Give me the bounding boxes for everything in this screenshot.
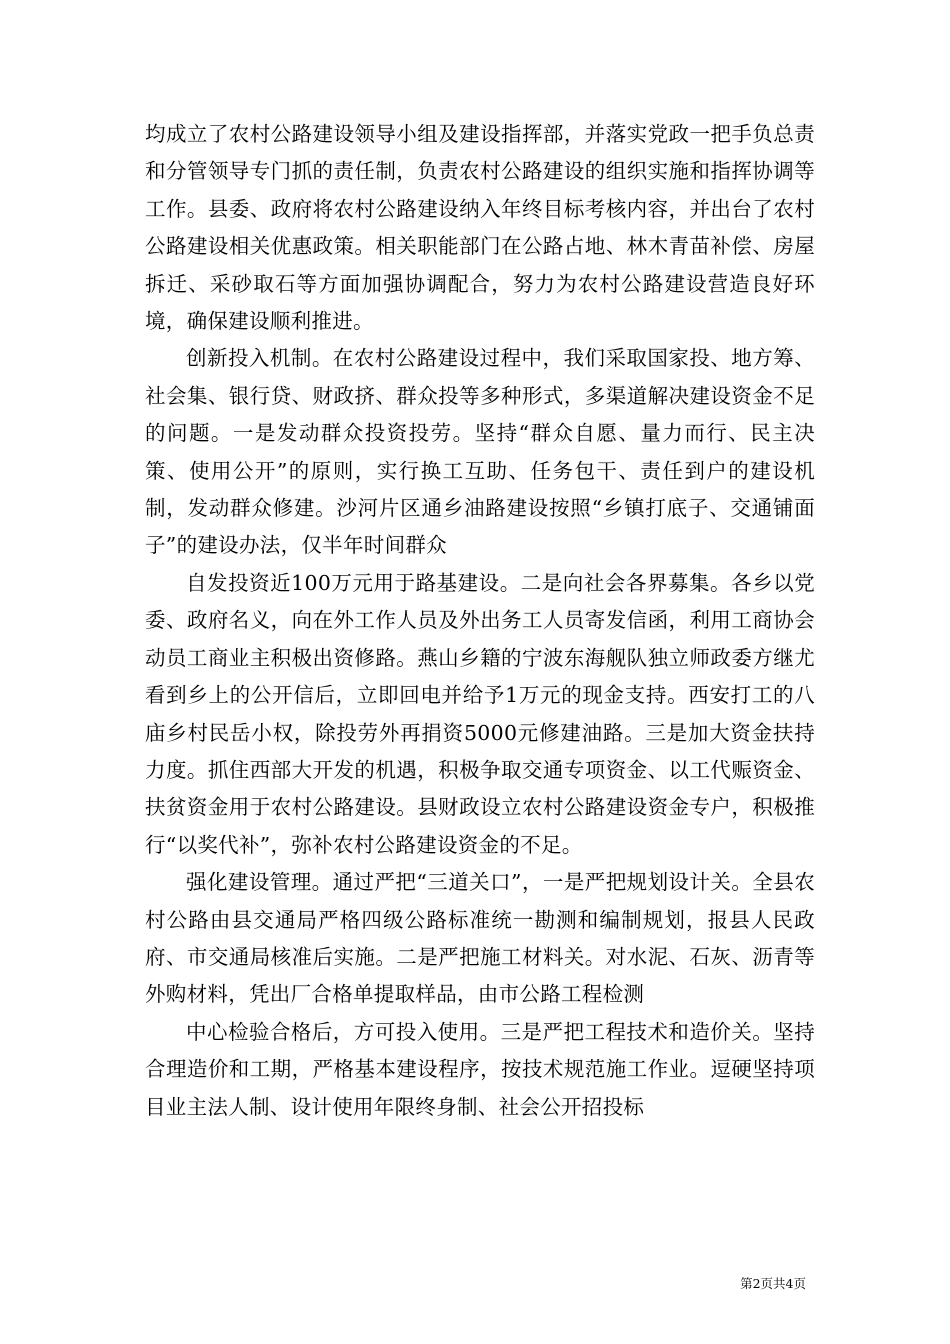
paragraph-4: 强化建设管理。通过严把“三道关口”，一是严把规划设计关。全县农村公路由县交通局严格四级公路标准统一勘测和编制规划，报县人民政府、市交通局核准后实施。二是严把施工材料关。对水泥、石灰、沥青等外购材料，凭出厂合格单提取样品，由市公路工程检测 [145, 870, 815, 1007]
paragraph-3: 自发投资近100万元用于路基建设。二是向社会各界募集。各乡以党委、政府名义，向在外工作人员及外出务工人员寄发信函，利用工商协会动员工商业主积极出资修路。燕山乡籍的宁波东海舰队独立师政委方继尤看到乡上的公开信后，立即回电并给予1万元的现金支持。西安打工的八庙乡村民岳小权，除投劳外再捐资5000元修建油路。三是加大资金扶持力度。抓住西部大开发的机遇，积极争取交通专项资金、以工代赈资金、扶贫资金用于农村公路建设。县财政设立农村公路建设资金专户，积极推行“以奖代补”，弥补农村公路建设资金的不足。 [145, 570, 815, 857]
page-number: 第2页共4页 [740, 1276, 806, 1291]
paragraph-2: 创新投入机制。在农村公路建设过程中，我们采取国家投、地方筹、社会集、银行贷、财政挤、群众投等多种形式，多渠道解决建设资金不足的问题。一是发动群众投资投劳。坚持“群众自愿、量力而行、民主决策、使用公开”的原则，实行换工互助、任务包干、责任到户的建设机制，发动群众修建。沙河片区通乡油路建设按照“乡镇打底子、交通铺面子”的建设办法，仅半年时间群众 [145, 346, 815, 558]
document-body [145, 116, 815, 1126]
paragraph-1: 均成立了农村公路建设领导小组及建设指挥部，并落实党政一把手负总责和分管领导专门抓的责任制，负责农村公路建设的组织实施和指挥协调等工作。县委、政府将农村公路建设纳入年终目标考核内容，并出台了农村公路建设相关优惠政策。相关职能部门在公路占地、林木青苗补偿、房屋拆迁、采砂取石等方面加强协调配合，努力为农村公路建设营造良好环境，确保建设顺利推进。 [145, 122, 815, 334]
paragraph-5: 中心检验合格后，方可投入使用。三是严把工程技术和造价关。坚持合理造价和工期，严格基本建设程序，按技术规范施工作业。逗硬坚持项目业主法人制、设计使用年限终身制、社会公开招投标 [145, 1019, 815, 1119]
